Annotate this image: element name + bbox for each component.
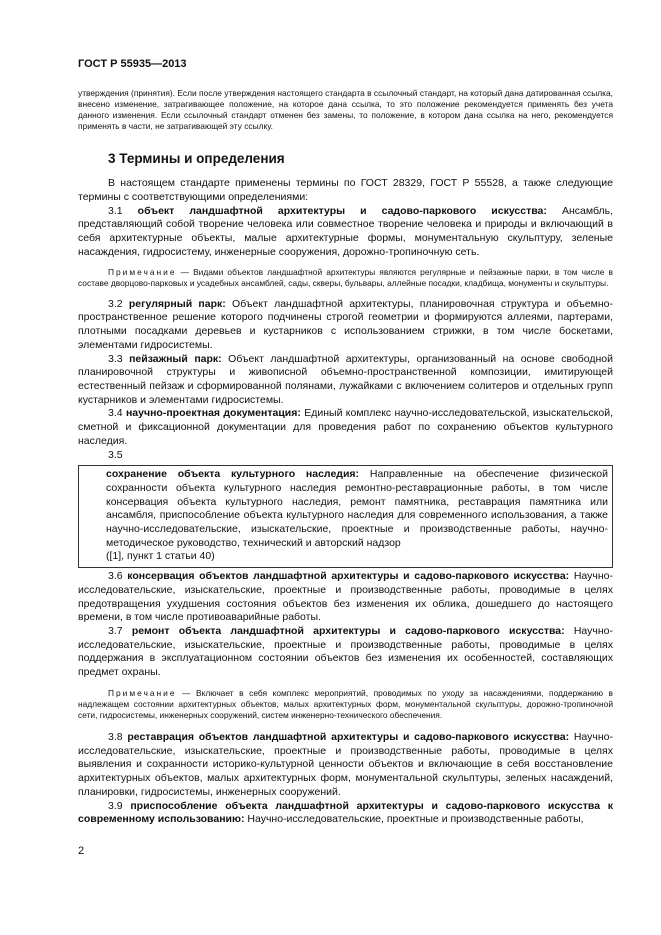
term-3-2 [78,298,613,353]
section-intro: В настоящем стандарте применены термины по ГОСТ 28329, ГОСТ Р 55528, а также следующие термины с соответствующими определениями: [78,177,613,204]
term-3-3 [78,353,613,408]
term-name: сохранение объекта культурного наследия: [106,468,360,481]
term-definition: Объект ландшафтной архитектуры, организованный на основе свободной планировочной структуры и живописной объемно-пространственной композиции, имитирующей естественный пейзаж и сформированной полянами, лужайками с включением солитеров и отдельных групп кустарников и элементами гидросистемы. [78,352,614,406]
term-name: научно-проектная документация: [125,407,301,420]
term-name: ремонт объекта ландшафтной архитектуры и садово-паркового искусства: [131,624,565,637]
term-source: ([1], пункт 1 статьи 40) [106,550,215,563]
term-number: 3.7 [108,624,123,637]
term-3-4 [78,407,613,448]
term-3-8 [78,731,613,800]
term-definition: Научно-исследовательские, изыскательские, проектные и производственные работы, проводимые в целях поддержания в эксплуатационном состоянии объектов без изменения их особенностей, составляющих предмет охраны. [78,624,614,679]
term-name: реставрация объектов ландшафтной архитектуры и садово-паркового искусства: [127,731,570,744]
term-number: 3.2 [108,297,123,310]
term-name: регулярный парк: [128,297,226,310]
note-1 [78,267,613,289]
term-definition: Ансамбль, представляющий собой творение человека или совместное творение человека и природы и включающий в себя архитектурные объекты, малые архитектурные формы, монументальную скульптуру, зеленые насаждения, гидросистему, инженерные сооружения, дорожно-тропиночную сеть. [78,204,614,258]
term-3-1 [78,205,613,260]
term-name: приспособление объекта ландшафтной архитектуры и садово-паркового искусства к современному использованию: [78,799,613,826]
intro-paragraph: утверждения (принятия). Если после утверждения настоящего стандарта в ссылочный стандарт, на который дана датированная ссылка, внесено изменение, затрагивающее положение, на которое дана ссылка, то это положение рекомендуется применять без учета данного изменения. Если ссылочный стандарт отменен без замены, то положение, в котором дана ссылка на него, рекомендуется применять в части, не затрагивающей эту ссылку. [78,88,613,132]
quoted-term-box [78,465,613,568]
term-name: объект ландшафтной архитектуры и садово-паркового искусства: [137,204,547,217]
note-text: — Видами объектов ландшафтной архитектуры являются регулярные и пейзажные парки, в том числе в составе дворцово-парковых и усадебных ансамблей, сады, скверы, бульвары, аллейные посадки, кладбища, монументы и скульптуры. [78,266,613,288]
term-number: 3.1 [108,204,123,217]
page-number: 2 [78,845,85,857]
term-name: консервация объектов ландшафтной архитектуры и садово-паркового искусства: [127,570,570,583]
term-3-6 [78,570,613,625]
term-name: пейзажный парк: [129,352,222,365]
term-number: 3.4 [108,407,123,420]
note-2 [78,688,613,721]
term-definition: Объект ландшафтной архитектуры, планировочная структура и объемно-пространственное решение которого подчинены строгой геометрии и формируются аллеями, партерами, плотными посадками деревьев и кустарников с использованием стрижки, в том числе боскетами, элементами гидросистемы. [78,297,613,351]
term-definition: Направленные на обеспечение физической сохранности объекта культурного наследия ремонтно-реставрационные работы, в том числе консервация объекта культурного наследия, ремонт памятника, реставрация памятника или ансамбля, приспособление объекта культурного наследия для современного использования, а также научно-исследовательские, изыскательские, проектные и производственные работы, научно-методическое руководство, технический и авторский надзор [106,468,609,549]
term-number: 3.3 [108,352,123,365]
page-content [78,88,613,827]
term-definition: Научно-исследовательские, изыскательские, проектные и производственные работы, проводимые в целях выявления и сохранности историко-культурной ценности объектов и включающие в себя восстановление архитектурных объектов, малых архитектурных форм, монументальной скульптуры, зеленых насаждений, планировки, гидросистемы, инженерных сооружений. [78,731,613,798]
term-3-5 [106,468,608,550]
term-number: 3.8 [108,731,123,744]
term-3-5-number: 3.5 [108,448,123,461]
term-3-7 [78,625,613,680]
note-label: Примечание [108,266,177,277]
term-3-9 [78,800,613,827]
term-definition: Единый комплекс научно-исследовательской, изыскательской, сметной и фиксационной документации для проведения работ по сохранению объектов культурного наследия. [78,407,613,447]
note-label: Примечание [108,687,177,698]
term-definition: Научно-исследовательские, изыскательские, проектные и производственные работы, проводимые в целях предотвращения ухудшения состояния объектов без изменения их облика, дошедшего до настоящего времени, в том числе противоаварийные работы. [78,570,613,624]
term-number: 3.9 [108,799,123,812]
term-number: 3.6 [108,570,123,583]
section-title: 3 Термины и определения [108,151,285,167]
document-header: ГОСТ Р 55935—2013 [78,58,187,70]
term-definition: Научно-исследовательские, проектные и производственные работы, [244,813,584,826]
note-text: — Включает в себя комплекс мероприятий, проводимых по уходу за насаждениями, поддержанию в надлежащем состоянии архитектурных объектов, малых архитектурных форм, монументальной скульптуры, дорожно-тропиночной сети, гидросистемы, инженерных сооружений, систем инженерно-технического обеспечения. [78,687,613,720]
